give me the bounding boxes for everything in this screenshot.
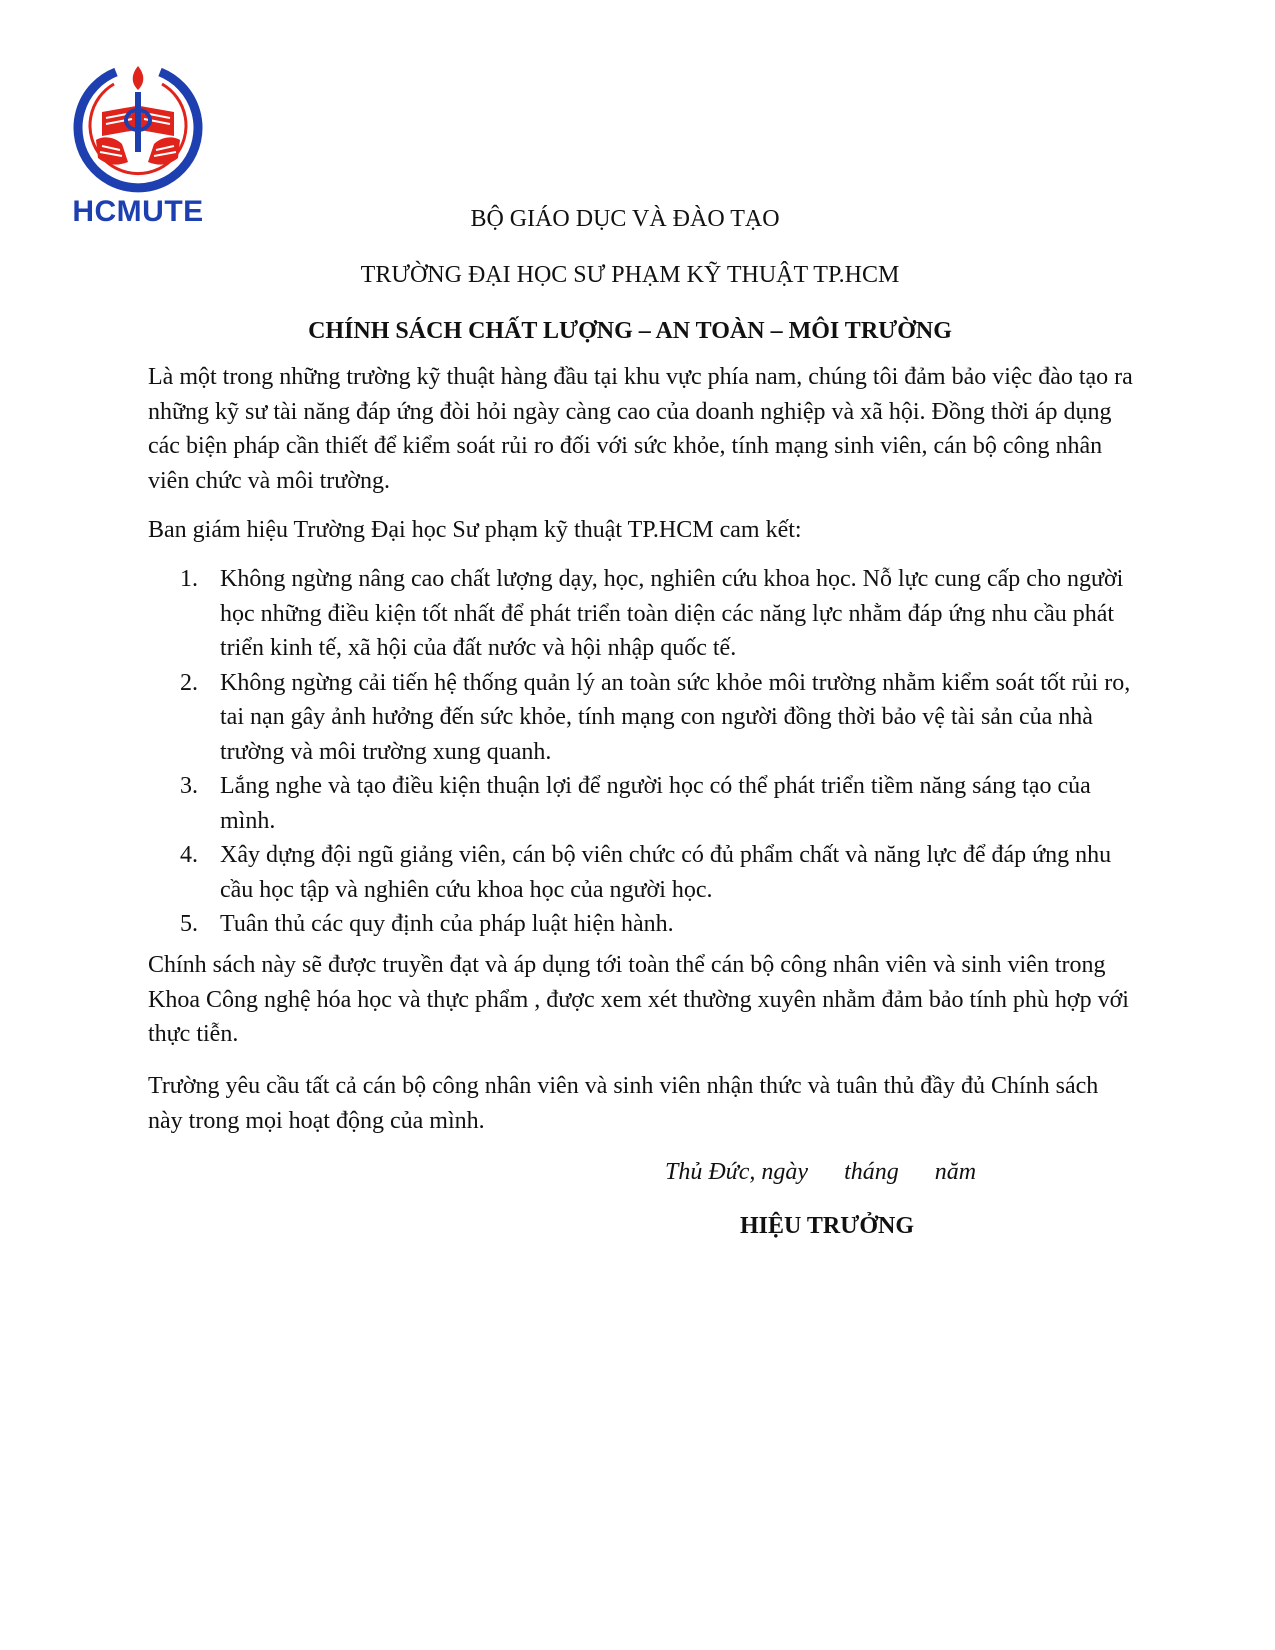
- list-item-number: 4.: [180, 842, 198, 868]
- list-item-text: Tuân thủ các quy định của pháp luật hiện hành.: [220, 911, 674, 937]
- list-item-number: 2.: [180, 669, 198, 696]
- list-item: [180, 838, 1140, 907]
- hcmute-emblem-icon: [68, 62, 208, 197]
- intro-paragraph: Là một trong những trường kỹ thuật hàng đầu tại khu vực phía nam, chúng tôi đảm bảo việc đào tạo ra những kỹ sư tài năng đáp ứng đòi hỏi ngày càng cao của doanh nghiệp và xã hội. Đồng thời áp dụng các biện pháp cần thiết để kiểm soát rủi ro đối với sức khỏe, tính mạng sinh viên, cán bộ công nhân viên chức và môi trường.: [148, 364, 1133, 494]
- logo-text: HCMUTE: [72, 195, 204, 228]
- commitment-lead: Ban giám hiệu Trường Đại học Sư phạm kỹ thuật TP.HCM cam kết:: [148, 517, 802, 543]
- list-item: [180, 769, 1140, 838]
- signature-title: HIỆU TRƯỞNG: [740, 1213, 915, 1239]
- commitment-list: [180, 562, 1140, 942]
- school-name: TRƯỜNG ĐẠI HỌC SƯ PHẠM KỸ THUẬT TP.HCM: [360, 262, 900, 288]
- document-title: CHÍNH SÁCH CHẤT LƯỢNG – AN TOÀN – MÔI TRƯỜNG: [308, 318, 952, 344]
- signature-date: Thủ Đức, ngày tháng năm: [665, 1159, 977, 1185]
- requirement-paragraph: Trường yêu cầu tất cả cán bộ công nhân viên và sinh viên nhận thức và tuân thủ đầy đủ Chính sách này trong mọi hoạt động của mình.: [148, 1073, 1099, 1134]
- list-item-text: Không ngừng cải tiến hệ thống quản lý an toàn sức khỏe môi trường nhằm kiểm soát tốt rủi ro, tai nạn gây ảnh hưởng đến sức khỏe, tính mạng con người đồng thời bảo vệ tài sản của nhà trường và môi trường xung quanh.: [220, 669, 1131, 765]
- ministry-name: BỘ GIÁO DỤC VÀ ĐÀO TẠO: [470, 206, 780, 232]
- list-item: [180, 562, 1140, 666]
- list-item: [180, 666, 1140, 770]
- list-item-number: 1.: [180, 566, 198, 592]
- list-item-text: Xây dựng đội ngũ giảng viên, cán bộ viên chức có đủ phẩm chất và năng lực để đáp ứng nhu cầu học tập và nghiên cứu khoa học của người học.: [220, 842, 1112, 903]
- list-item-text: Không ngừng nâng cao chất lượng dạy, học, nghiên cứu khoa học. Nỗ lực cung cấp cho người học những điều kiện tốt nhất để phát triển toàn diện các năng lực nhằm đáp ứng nhu cầu phát triển kinh tế, xã hội của đất nước và hội nhập quốc tế.: [220, 566, 1124, 661]
- communication-paragraph: Chính sách này sẽ được truyền đạt và áp dụng tới toàn thể cán bộ công nhân viên và sinh viên trong Khoa Công nghệ hóa học và thực phẩm , được xem xét thường xuyên nhằm đảm bảo tính phù hợp với thực tiễn.: [148, 952, 1129, 1047]
- list-item-number: 5.: [180, 911, 198, 937]
- list-item-number: 3.: [180, 773, 198, 799]
- list-item-text: Lắng nghe và tạo điều kiện thuận lợi để người học có thể phát triển tiềm năng sáng tạo của mình.: [220, 773, 1091, 834]
- list-item: [180, 907, 1140, 942]
